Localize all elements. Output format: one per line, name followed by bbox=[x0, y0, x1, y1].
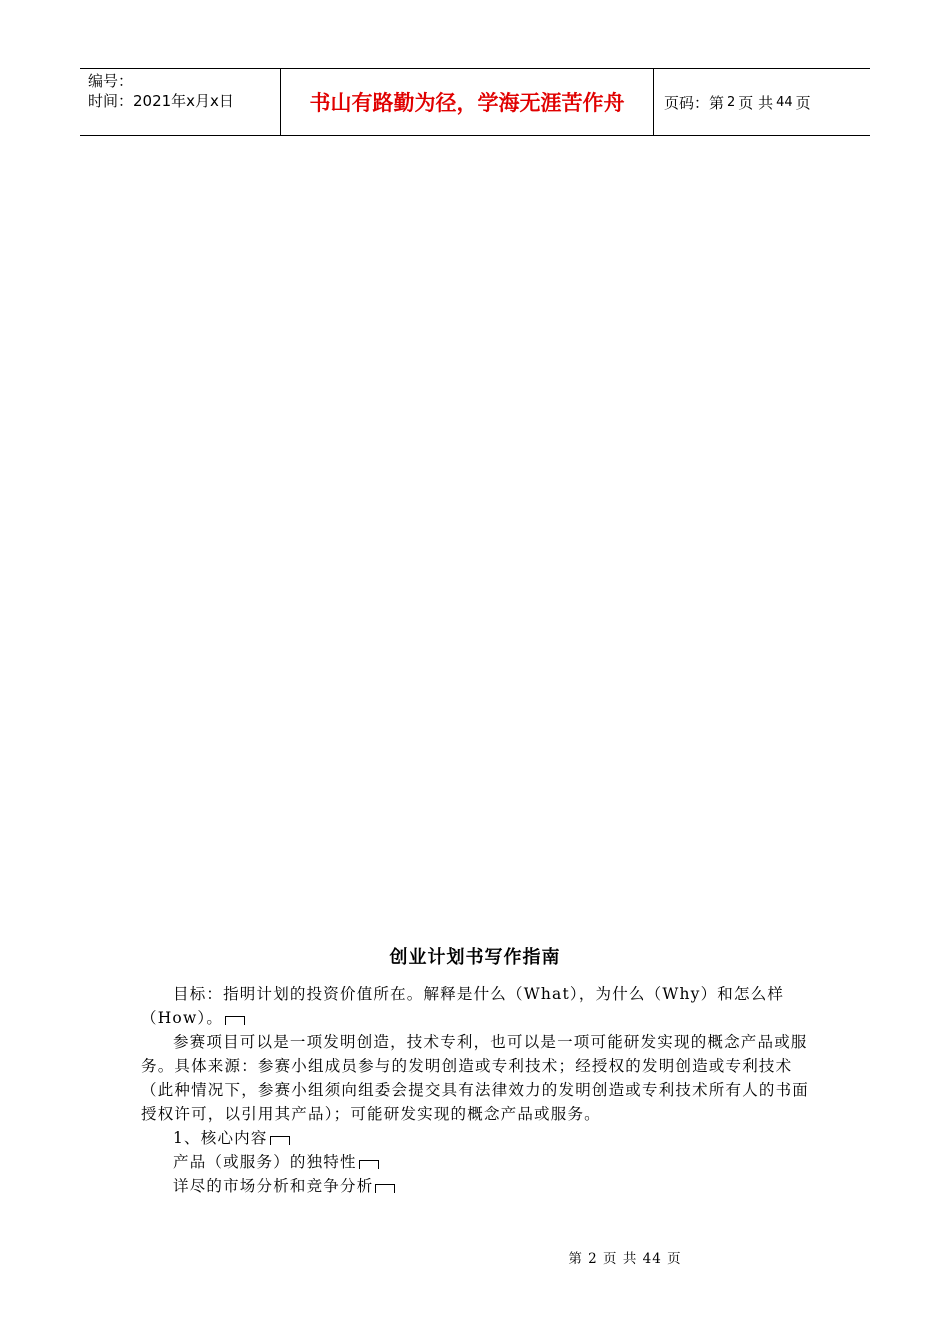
header-motto: 书山有路勤为径，学海无涯苦作舟 bbox=[281, 69, 654, 135]
paragraph-goal: 目标：指明计划的投资价值所在。解释是什么（What），为什么（Why）和怎么样（How）。 bbox=[141, 985, 785, 1027]
page-current: 2 bbox=[727, 94, 736, 110]
paragraph-mark-icon bbox=[375, 1184, 395, 1193]
paragraph-mark-icon bbox=[225, 1016, 245, 1025]
page-prefix: 页码：第 bbox=[664, 93, 725, 112]
document-body bbox=[141, 982, 813, 1198]
page-mid: 页 共 bbox=[738, 93, 774, 112]
header-info-cell bbox=[80, 69, 281, 135]
paragraph-mark-icon bbox=[359, 1160, 379, 1169]
page-footer: 第 2 页 共 44 页 bbox=[568, 1251, 682, 1267]
page-header bbox=[80, 68, 870, 136]
page-suffix: 页 bbox=[795, 93, 811, 112]
paragraph-uniqueness: 产品（或服务）的独特性 bbox=[141, 1150, 813, 1174]
paragraph-project-source: 参赛项目可以是一项发明创造，技术专利，也可以是一项可能研发实现的概念产品或服务。具体来源：参赛小组成员参与的发明创造或专利技术；经授权的发明创造或专利技术（此种情况下，参赛小组须向组委会提交具有法律效力的发明创造或专利技术所有人的书面授权许可，以引用其产品）；可能研发实现的概念产品或服务。 bbox=[141, 1033, 810, 1123]
header-page-number bbox=[654, 69, 870, 135]
document-title: 创业计划书写作指南 bbox=[389, 947, 561, 968]
paragraph-core-content: 1、核心内容 bbox=[141, 1126, 813, 1150]
document-number-label: 编号： bbox=[88, 72, 134, 90]
page-total: 44 bbox=[776, 94, 793, 110]
paragraph-market-analysis: 详尽的市场分析和竞争分析 bbox=[141, 1174, 813, 1198]
document-time-label: 时间：2021年x月x日 bbox=[88, 92, 234, 110]
paragraph-mark-icon bbox=[270, 1136, 290, 1145]
